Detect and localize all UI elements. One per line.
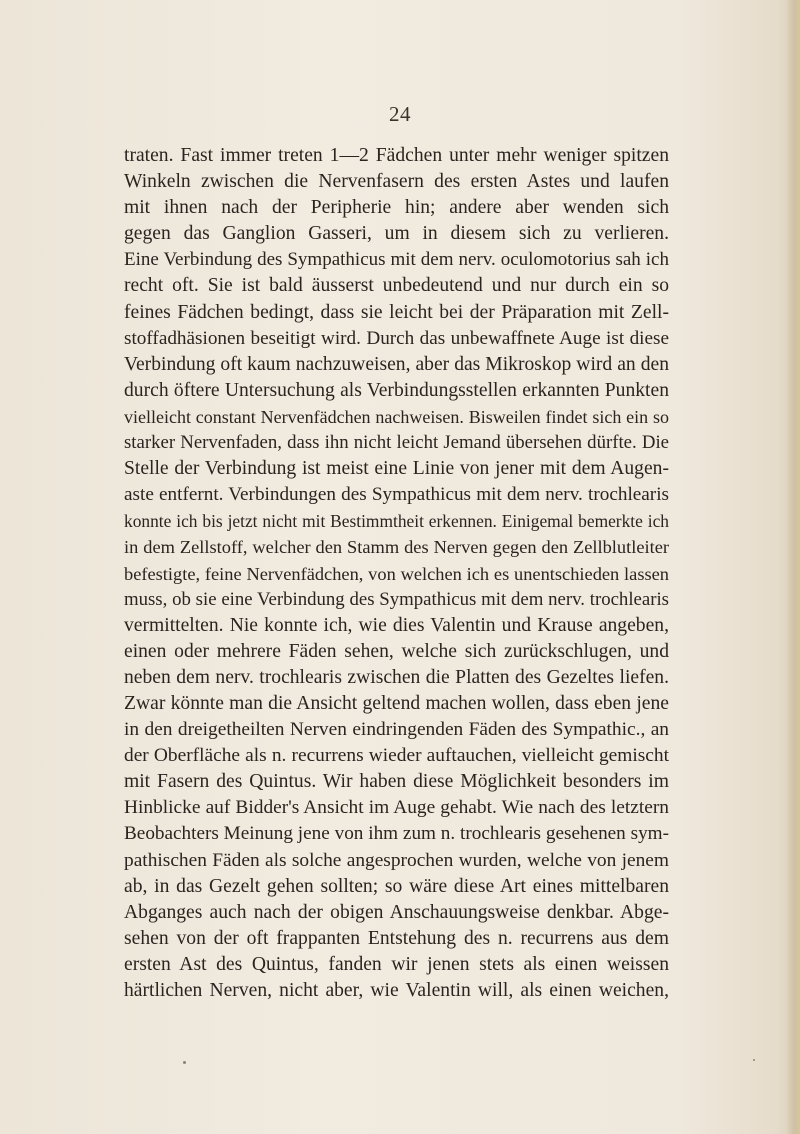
text-line: Eine Verbindung des Sympathicus mit dem nerv. oculomotorius sah ich — [124, 249, 669, 271]
text-line: gegen das Ganglion Gasseri, um in diesem sich zu verlieren. — [124, 223, 669, 245]
text-line: ersten Ast des Quintus, fanden wir jenen stets als einen weissen — [124, 953, 669, 975]
text-line: Abganges auch nach der obigen Anschauungsweise denkbar. Abge- — [124, 901, 669, 923]
text-line: mit Fasern des Quintus. Wir haben diese Möglichkeit besonders im — [124, 771, 669, 793]
text-line: recht oft. Sie ist bald äusserst unbedeutend und nur durch ein so — [124, 275, 669, 297]
text-line: muss, ob sie eine Verbindung des Sympathicus mit dem nerv. trochlearis — [124, 588, 669, 610]
text-line: in den dreigetheilten Nerven eindringenden Fäden des Sympathic., an — [124, 719, 669, 741]
text-line: ab, in das Gezelt gehen sollten; so wäre diese Art eines mittelbaren — [124, 875, 669, 897]
paper-speck — [183, 1061, 186, 1064]
text-line: Hinblicke auf Bidder's Ansicht im Auge gehabt. Wie nach des letztern — [124, 797, 669, 819]
text-line: härtlichen Nerven, nicht aber, wie Valentin will, als einen weichen, — [124, 980, 669, 1001]
text-line: vermittelten. Nie konnte ich, wie dies Valentin und Krause angeben, — [124, 614, 669, 636]
text-line: Beobachters Meinung jene von ihm zum n. trochlearis gesehenen sym- — [124, 823, 669, 845]
text-line: Winkeln zwischen die Nervenfasern des ersten Astes und laufen — [124, 171, 669, 193]
page-number: 24 — [389, 102, 411, 126]
paper-speck — [753, 1059, 755, 1061]
text-line: Zwar könnte man die Ansicht geltend machen wollen, dass eben jene — [124, 692, 669, 714]
page-edge-shadow — [786, 0, 800, 1134]
text-line: einen oder mehrere Fäden sehen, welche sich zurückschlugen, und — [124, 640, 669, 662]
text-line: starker Nervenfaden, dass ihn nicht leicht Jemand übersehen dürfte. Die — [124, 432, 669, 454]
text-line: in dem Zellstoff, welcher den Stamm des Nerven gegen den Zellblutleiter — [124, 537, 669, 558]
text-line: neben dem nerv. trochlearis zwischen die Platten des Gezeltes liefen. — [124, 666, 669, 688]
text-line: stoffadhäsionen beseitigt wird. Durch das unbewaffnete Auge ist diese — [124, 327, 669, 349]
text-line: aste entfernt. Verbindungen des Sympathicus mit dem nerv. trochlearis — [124, 484, 669, 506]
text-line: befestigte, feine Nervenfädchen, von welchen ich es unentschieden lassen — [124, 563, 669, 584]
text-line: vielleicht constant Nervenfädchen nachweisen. Bisweilen findet sich ein so — [124, 406, 669, 427]
body-text — [124, 143, 669, 1004]
text-line: pathischen Fäden als solche angesprochen wurden, welche von jenem — [124, 849, 669, 871]
text-line: Stelle der Verbindung ist meist eine Linie von jener mit dem Augen- — [124, 458, 669, 480]
text-line: mit ihnen nach der Peripherie hin; andere aber wenden sich — [124, 197, 669, 219]
text-line: durch öftere Untersuchung als Verbindungsstellen erkannten Punkten — [124, 379, 669, 401]
text-line: sehen von der oft frappanten Entstehung des n. recurrens aus dem — [124, 927, 669, 949]
text-line: traten. Fast immer treten 1—2 Fädchen unter mehr weniger spitzen — [124, 145, 669, 166]
text-line: konnte ich bis jetzt nicht mit Bestimmtheit erkennen. Einigemal bemerkte ich — [124, 511, 669, 532]
text-line: der Oberfläche als n. recurrens wieder auftauchen, vielleicht gemischt — [124, 745, 669, 767]
text-line: Verbindung oft kaum nachzuweisen, aber das Mikroskop wird an den — [124, 353, 669, 375]
text-line: feines Fädchen bedingt, dass sie leicht bei der Präparation mit Zell- — [124, 301, 669, 323]
